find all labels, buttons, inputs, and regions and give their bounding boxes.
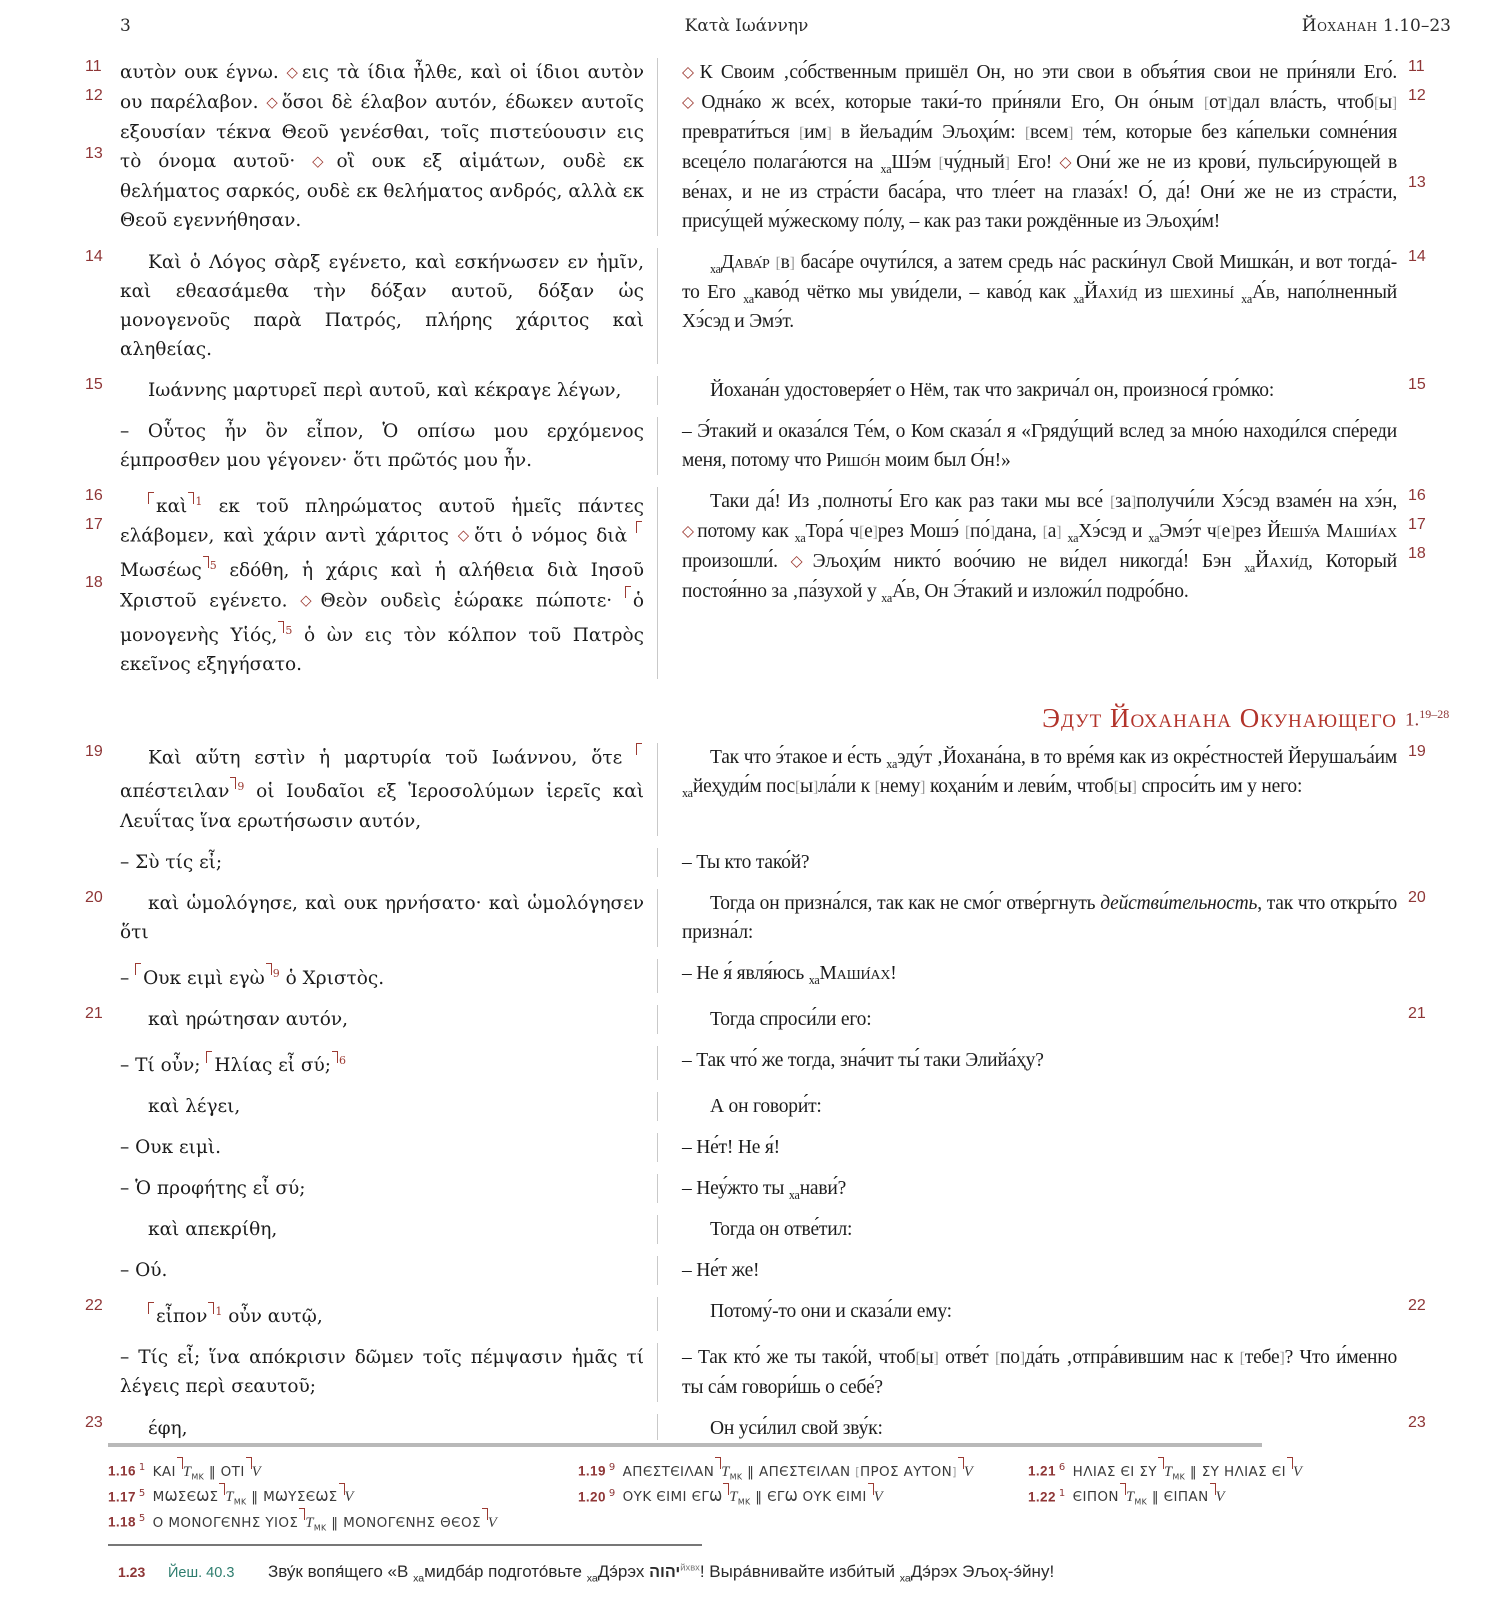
verse-number: 19 bbox=[85, 743, 103, 761]
verse-number: 12 bbox=[85, 87, 103, 104]
dialogue-block bbox=[85, 417, 1485, 475]
close-corner-bracket bbox=[266, 963, 272, 975]
close-corner-bracket bbox=[278, 621, 284, 633]
dialogue-block bbox=[85, 1046, 1485, 1080]
russian-paragraph: – Ты кто тако́й? bbox=[682, 851, 810, 873]
russian-paragraph: Он уси́лил свой зву́к: bbox=[710, 1418, 883, 1440]
open-corner-bracket bbox=[636, 743, 642, 755]
greek-paragraph: καὶ απεκρίθη, bbox=[148, 1218, 278, 1240]
greek-paragraph: αυτὸν ουκ έγνω. ◇ εις τὰ ίδια ἦλθε, καὶ οἱ ίδιοι αυτὸν ου παρέλαβον. ◇ ὅσοι δὲ έλαβον αυτόν, έδωκεν αυτοῖς εξουσίαν τέκνα Θεοῦ γενέσθαι, τοῖς πιστεύουσιν εις τὸ όνομα αυτοῦ· ◇ οἳ ουκ εξ αἱμάτων, ουδὲ εκ θελήματος σαρκός, ουδὲ εκ θελήματος ανδρός, αλλὰ εκ Θεοῦ εγεννήθησαν. bbox=[120, 62, 644, 231]
russian-paragraph: – Э́такий и оказа́лся Те́м, о Ком сказа́л я «Гряду́щий вслед за мно́ю находи́лся спе́реди меня, потому что Ришо́н моим был О́н!» bbox=[682, 421, 1397, 471]
apparatus-entry: 1.21 $^6$ ΗΛΙΑΣ ЄΙ ΣΥ $T_{MK}$ ‖ ΣΥ ΗΛΙΑΣ ЄΙ V bbox=[1028, 1457, 1428, 1483]
apparatus-top-rule bbox=[108, 1443, 1262, 1447]
note-source-ref: Йеш. 40.3 bbox=[168, 1564, 235, 1581]
dialogue-block bbox=[85, 1256, 1485, 1285]
close-corner-bracket bbox=[188, 492, 194, 504]
russian-paragraph: – Так что́ же тогда, зна́чит ты́ таки Элийа́ҳу? bbox=[682, 1049, 1044, 1071]
verse-number: 13 bbox=[85, 145, 103, 162]
russian-paragraph: – Не́т же! bbox=[682, 1259, 760, 1281]
diamond-marker: ◇ bbox=[266, 94, 280, 111]
diamond-marker: ◇ bbox=[790, 553, 811, 570]
verse-number: 23 bbox=[85, 1414, 103, 1432]
verse-block-19 bbox=[85, 743, 1485, 835]
close-corner-bracket bbox=[208, 1302, 214, 1314]
note-verse-ref: 1.23 bbox=[118, 1563, 146, 1580]
greek-paragraph: – Ὁ προφήτης εἶ σύ; bbox=[120, 1177, 306, 1199]
section-ref: 1.$^{19-28}$ bbox=[1405, 707, 1450, 731]
dialogue-block bbox=[85, 1174, 1485, 1203]
close-corner-bracket bbox=[230, 777, 236, 789]
russian-paragraph: $_{ха}$Дава́р [в] баса́ре очути́лся, а затем средь на́с раски́нул Свой Мишка́н, и вот тогда́-то Его $_{ха}$каво́д чётко мы уви́дели, – каво́д как $_{ха}$Йахи́д из шехины́ $_{ха}$А́в, напо́лненный Хэ́сэд и Эмэ́т. bbox=[682, 252, 1397, 332]
greek-paragraph: εἶπον $^1$ οὖν αυτῷ, bbox=[120, 1297, 644, 1331]
verse-number: 21 bbox=[1408, 1004, 1426, 1022]
dialogue-block bbox=[85, 1133, 1485, 1162]
greek-paragraph: καὶ ηρώτησαν αυτόν, bbox=[148, 1008, 349, 1030]
open-corner-bracket bbox=[206, 1051, 212, 1063]
verse-number: 15 bbox=[1408, 376, 1426, 393]
greek-paragraph: Καὶ αὕτη εστὶν ἡ μαρτυρία τοῦ Ιωάννου, ὅτε απέστειλαν $^9$ οἱ Ιουδαῖοι εξ Ἱεροσολύμων ἱερεῖς καὶ Λευΐτας ἵνα ερωτήσωσιν αυτόν, bbox=[120, 743, 644, 835]
apparatus-entry: 1.22 $^1$ ЄΙΠΟΝ $T_{MK}$ ‖ ЄΙΠΑΝ V bbox=[1028, 1483, 1428, 1509]
apparatus-entry: 1.18 $^5$ Ο ΜΟΝΟΓЄΝΗΣ ΥΙΟΣ $T_{MK}$ ‖ ΜΟΝΟΓЄΝΗΣ ΘЄΟΣ V bbox=[108, 1508, 578, 1534]
diamond-marker: ◇ bbox=[682, 94, 700, 111]
diamond-marker: ◇ bbox=[312, 153, 335, 170]
russian-paragraph: Тогда спроси́ли его: bbox=[710, 1008, 872, 1030]
verse-number: 18 bbox=[85, 574, 103, 591]
dialogue-block bbox=[85, 848, 1485, 877]
apparatus-footer bbox=[85, 1443, 1485, 1582]
verse-block-16-18 bbox=[85, 487, 1485, 679]
diamond-marker: ◇ bbox=[682, 523, 696, 540]
dialogue-block bbox=[85, 1092, 1485, 1121]
greek-paragraph: – Σὺ τίς εἶ; bbox=[120, 851, 223, 873]
greek-paragraph: – Ού. bbox=[120, 1259, 168, 1281]
greek-paragraph: καὶ $^1$ εκ τοῦ πληρώματος αυτοῦ ἡμεῖς πάντες ελάβομεν, καὶ χάριν αντὶ χάριτος ◇ ὅτι ὁ νόμος διὰ Μωσέως $^5$ εδόθη, ἡ χάρις καὶ ἡ αλήθεια διὰ Ιησοῦ Χριστοῦ εγένετο. ◇ Θεὸν ουδεὶς ἑώρακε πώποτε· ὁ μονογενὴς Υἱός, $^5$ ὁ ὼν εις τὸν κόλπον τοῦ Πατρὸς εκεῖνος εξηγήσατο. bbox=[120, 487, 644, 679]
russian-paragraph: – Неу́жто ты $_{ха}$нави́? bbox=[682, 1177, 847, 1202]
russian-paragraph: А он говори́т: bbox=[710, 1095, 822, 1117]
running-title-right bbox=[1302, 16, 1451, 36]
russian-paragraph: – Не я́ явля́юсь $_{ха}$Маши́ах! bbox=[682, 962, 897, 987]
verse-number: 23 bbox=[1408, 1414, 1426, 1432]
verse-number: 11 bbox=[1408, 58, 1425, 75]
verse-number: 13 bbox=[1408, 174, 1426, 191]
dialogue-block bbox=[85, 1343, 1485, 1402]
section-heading-row bbox=[85, 703, 1485, 733]
open-corner-bracket bbox=[148, 492, 154, 504]
verse-number: 17 bbox=[85, 516, 103, 533]
russian-paragraph: Потому́-то они и сказа́ли ему: bbox=[710, 1300, 952, 1322]
open-corner-bracket bbox=[625, 586, 631, 598]
greek-paragraph: – Οὗτος ἦν ὃν εἶπον, Ὁ οπίσω μου ερχόμενος έμπροσθεν μου γέγονεν· ὅτι πρῶτός μου ἦν. bbox=[120, 421, 644, 471]
verse-number: 16 bbox=[85, 487, 103, 504]
greek-paragraph: καὶ λέγει, bbox=[148, 1095, 241, 1117]
verse-block-14 bbox=[85, 248, 1485, 364]
close-corner-bracket bbox=[203, 556, 209, 568]
cross-reference-note bbox=[118, 1562, 1485, 1582]
diamond-marker: ◇ bbox=[1059, 154, 1075, 171]
russian-paragraph: Тогда он отве́тил: bbox=[710, 1218, 853, 1240]
close-corner-bracket bbox=[332, 1051, 338, 1063]
russian-paragraph: Так что э́такое и е́сть $_{ха}$эду́т ‚Йохана́на, в то вре́мя как из окре́стностей Йерушаља́им $_{ха}$йеҳуди́м пос[ы]ла́ли к [нему] коҳани́м и леви́м, чтоб[ы] спроси́ть им у него: bbox=[682, 747, 1397, 800]
dialogue-block bbox=[85, 959, 1485, 993]
russian-paragraph: – Не́т! Не я́! bbox=[682, 1136, 780, 1158]
page-number: 3 bbox=[120, 16, 131, 36]
verse-number: 22 bbox=[85, 1296, 103, 1314]
verse-block-11-13 bbox=[85, 58, 1485, 236]
apparatus-entry: 1.19 $^9$ ΑΠЄΣΤЄΙΛΑΝ $T_{MK}$ ‖ ΑΠЄΣΤЄΙΛΑΝ [ΠΡΟΣ ΑΥΤΟΝ] V bbox=[578, 1457, 1028, 1483]
greek-paragraph: Ιωάννης μαρτυρεῖ περὶ αυτοῦ, καὶ κέκραγε λέγων, bbox=[148, 380, 622, 401]
russian-paragraph: Йохана́н удостоверя́ет о Нём, так что закрича́л он, произнося́ гро́мко: bbox=[710, 380, 1275, 401]
open-corner-bracket bbox=[135, 963, 141, 975]
greek-paragraph: – Ουκ ειμὶ. bbox=[120, 1136, 221, 1158]
verse-number: 17 bbox=[1408, 516, 1426, 533]
parallel-text-body bbox=[85, 58, 1485, 1440]
open-corner-bracket bbox=[636, 521, 642, 533]
note-text: Зву́к вопя́щего «В $_{ха}$мидба́р подгото́вьте $_{ха}$Дэ́рэх יהוה$^{йхвх}$! Выра́внивайте изби́тый $_{ха}$Дэ́рэх Эљоҳ-э́йну! bbox=[268, 1561, 1055, 1584]
verse-block-22 bbox=[85, 1297, 1485, 1331]
verse-number: 14 bbox=[1408, 248, 1426, 265]
verse-number: 19 bbox=[1408, 743, 1426, 761]
greek-paragraph: Καὶ ὁ Λόγος σὰρξ εγένετο, καὶ εσκήνωσεν εν ἡμῖν, καὶ εθεασάμεθα τὴν δόξαν αυτοῦ, δόξαν ὡς μονογενοῦς παρὰ Πατρός, πλήρης χάριτος καὶ αληθείας. bbox=[120, 252, 644, 360]
verse-number: 20 bbox=[85, 888, 103, 906]
verse-number: 20 bbox=[1408, 888, 1426, 906]
greek-paragraph: – Τίς εἶ; ἵνα απόκρισιν δῶμεν τοῖς πέμψασιν ἡμᾶς τί λέγεις περὶ σεαυτοῦ; bbox=[120, 1347, 644, 1398]
diamond-marker: ◇ bbox=[457, 527, 473, 545]
apparatus-entry: 1.17 $^5$ ΜѠΣЄѠΣ $T_{MK}$ ‖ ΜѠΥΣЄѠΣ V bbox=[108, 1483, 578, 1509]
russian-paragraph: Таки да́! Из ‚полноты́ Его как раз таки мы все́ [за]получи́ли Хэ́сэд взаме́н на хэ́н, ◇ потому как $_{ха}$Тора́ ч[е]рез Мошэ́ [по́]дана, [а] $_{ха}$Хэ́сэд и $_{ха}$Эмэ́т ч[е]рез Йешу́а Маши́ах произошли́. ◇ Эљоҳи́м никто́ воо́чию не ви́дел никогда́! Бэн $_{ха}$Йахи́д, Который постоя́нно за ‚па́зухой у $_{ха}$А́в, Он Э́такий и изложи́л подро́бно. bbox=[682, 491, 1398, 605]
apparatus-entry: 1.16 $^1$ ΚΑΙ $T_{MK}$ ‖ ΟΤΙ V bbox=[108, 1457, 578, 1483]
verse-number: 14 bbox=[85, 248, 103, 265]
verse-block-21 bbox=[85, 1005, 1485, 1034]
section-heading: Эдут Йоханана Окунающего bbox=[1042, 703, 1397, 734]
diamond-marker: ◇ bbox=[682, 64, 698, 81]
tetragrammaton: יהוה bbox=[649, 1562, 681, 1581]
verse-number: 18 bbox=[1408, 545, 1426, 562]
greek-paragraph: – Τί οὖν; Ηλίας εἶ σύ; $^6$ bbox=[120, 1046, 644, 1080]
diamond-marker: ◇ bbox=[300, 591, 319, 609]
russian-paragraph: Тогда он призна́лся, так как не смо́г отве́ргнуть действи́тельность, так что откры́то призна́л: bbox=[682, 892, 1397, 943]
running-title-greek: Κατὰ Ιωάννην bbox=[684, 16, 809, 36]
verse-number: 22 bbox=[1408, 1296, 1426, 1314]
verse-block-20 bbox=[85, 889, 1485, 947]
open-corner-bracket bbox=[148, 1302, 154, 1314]
russian-paragraph: – Так кто́ же ты тако́й, чтоб[ы] отве́т [по]да́ть ‚отпра́вившим нас к [тебе]? Что и́менно ты са́м говори́шь о себе́? bbox=[682, 1347, 1397, 1399]
dialogue-block bbox=[85, 1215, 1485, 1244]
apparatus-bottom-rule bbox=[108, 1544, 702, 1546]
russian-paragraph: ◇ К Своим ‚со́бственным пришёл Он, но эти свои в объя́тия свои не при́няли Его́. ◇ Одна́ко ж все́х, которые таки́-то при́няли Его, Он о́ным [от]дал вла́сть, чтоб[ы] преврати́ться [им] в йељади́м Эљоҳи́м: [всем] те́м, которые без ка́пельки сомне́ния всеце́ло полага́ются на $_{ха}$Шэ́м [чу́дный] Его! ◇ Они́ же не из крови́, пульси́рующей в ве́нах, и не из стра́сти баса́ра, что тле́ет на глаза́х! О́, да́! Они́ же не из стра́сти, прису́щей му́жескому по́лу, – как раз таки рождённые из Эљоҳи́м! bbox=[682, 62, 1397, 232]
book-name: Йоханан bbox=[1301, 16, 1378, 36]
verse-number: 12 bbox=[1408, 87, 1426, 104]
greek-paragraph: καὶ ὡμολόγησε, καὶ ουκ ηρνήσατο· καὶ ὡμολόγησεν ὅτι bbox=[120, 892, 644, 943]
verse-block-15 bbox=[85, 376, 1485, 405]
verse-number: 21 bbox=[85, 1004, 103, 1022]
greek-paragraph: – Ουκ ειμὶ εγὼ $^9$ ὁ Χριστὸς. bbox=[120, 959, 644, 993]
verse-range-ref: 1.10–23 bbox=[1383, 16, 1451, 36]
verse-number: 15 bbox=[85, 376, 103, 393]
apparatus-entry: 1.20 $^9$ ΟΥΚ ЄΙΜΙ ЄΓѠ $T_{MK}$ ‖ ЄΓѠ ΟΥΚ ЄΙΜΙ V bbox=[578, 1483, 1028, 1509]
greek-paragraph: έφη, bbox=[148, 1418, 188, 1440]
page-header bbox=[0, 16, 1493, 42]
diamond-marker: ◇ bbox=[286, 64, 300, 81]
verse-number: 16 bbox=[1408, 487, 1426, 504]
verse-block-23 bbox=[85, 1414, 1485, 1440]
apparatus-columns bbox=[108, 1457, 1485, 1534]
verse-number: 11 bbox=[85, 58, 102, 75]
